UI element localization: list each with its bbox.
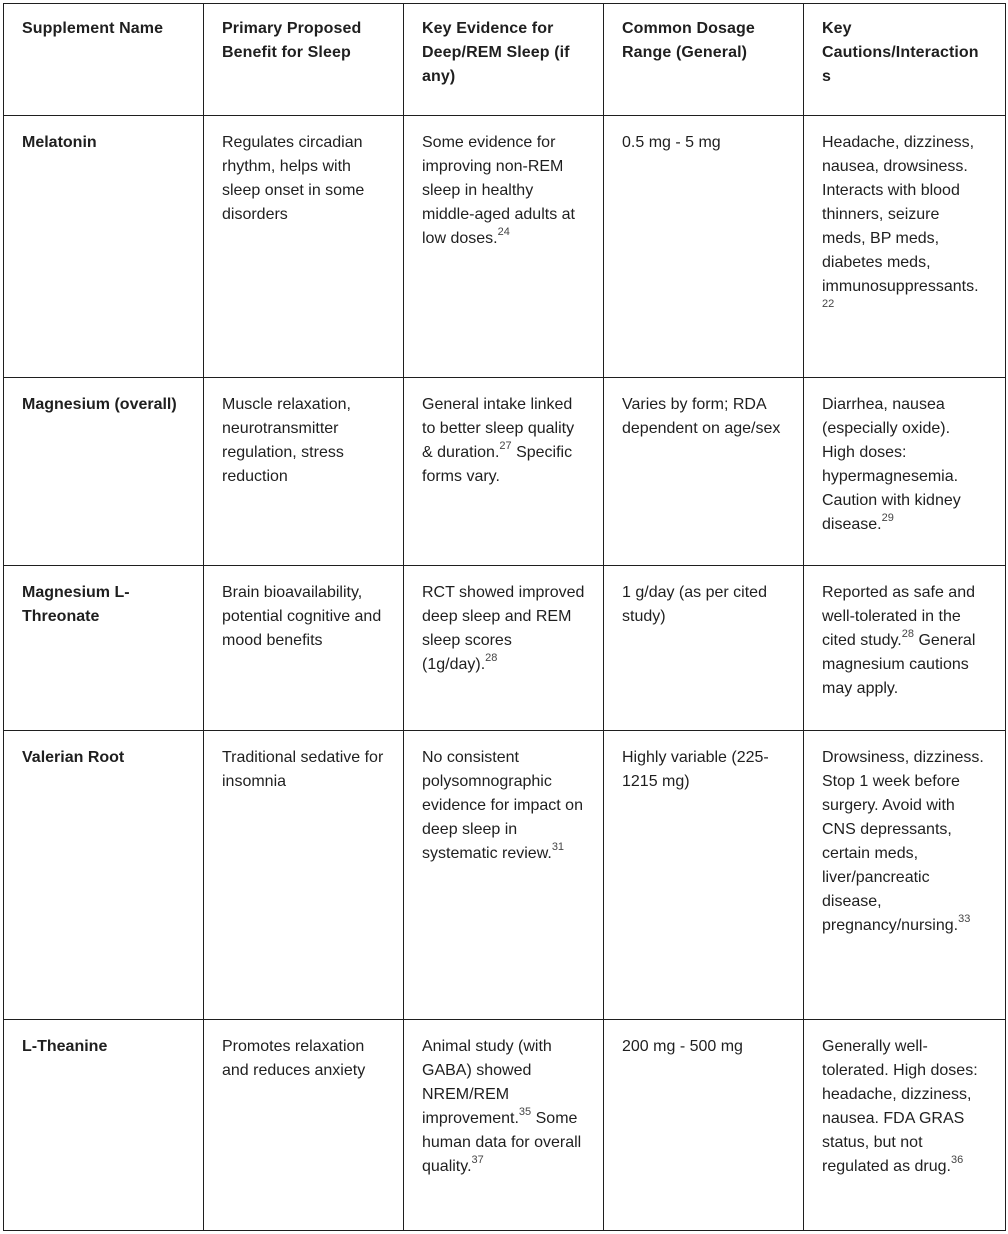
citation-ref: 29 (881, 511, 894, 524)
cautions-cell: Reported as safe and well-tolerated in the cited study.$^{28}$ General magnesium cautions may apply. (804, 566, 1006, 731)
citation-ref: 36 (950, 1153, 964, 1166)
citation-ref: 28 (485, 651, 498, 664)
evidence-cell: General intake linked to better sleep quality & duration.$^{27}$ Specific forms vary. (404, 378, 604, 566)
table-header-row (4, 4, 1006, 116)
benefit-cell: Traditional sedative for insomnia (204, 731, 404, 1020)
cautions-cell: Generally well-tolerated. High doses: headache, dizziness, nausea. FDA GRAS status, but not regulated as drug.$^{36}$ (804, 1020, 1006, 1231)
supplement-name-cell: Magnesium (overall) (4, 378, 204, 566)
citation-ref: 37 (471, 1153, 484, 1166)
dosage-cell: Varies by form; RDA dependent on age/sex (604, 378, 804, 566)
header-dosage-range: Common Dosage Range (General) (604, 4, 804, 116)
citation-ref: 27 (499, 439, 512, 452)
table-row (4, 378, 1006, 566)
supplement-name-cell: Valerian Root (4, 731, 204, 1020)
cautions-cell: Diarrhea, nausea (especially oxide). High doses: hypermagnesemia. Caution with kidney disease.$^{29}$ (804, 378, 1006, 566)
cautions-cell: Headache, dizziness, nausea, drowsiness. Interacts with blood thinners, seizure meds, BP meds, diabetes meds, immunosuppressants.$^{22}$ (804, 116, 1006, 378)
benefit-cell: Muscle relaxation, neurotransmitter regulation, stress reduction (204, 378, 404, 566)
citation-ref: 33 (958, 912, 971, 925)
table-row (4, 1020, 1006, 1231)
evidence-cell: No consistent polysomnographic evidence for impact on deep sleep in systematic review.$^{31}$ (404, 731, 604, 1020)
supplement-table-container (3, 3, 1006, 1231)
benefit-cell: Brain bioavailability, potential cognitive and mood benefits (204, 566, 404, 731)
table-row (4, 116, 1006, 378)
citation-ref: 28 (901, 627, 914, 640)
header-primary-benefit: Primary Proposed Benefit for Sleep (204, 4, 404, 116)
evidence-cell: RCT showed improved deep sleep and REM sleep scores (1g/day).$^{28}$ (404, 566, 604, 731)
table-row (4, 731, 1006, 1020)
citation-ref: 22 (822, 297, 835, 310)
benefit-cell: Promotes relaxation and reduces anxiety (204, 1020, 404, 1231)
evidence-cell: Some evidence for improving non-REM sleep in healthy middle-aged adults at low doses.$^{24}$ (404, 116, 604, 378)
evidence-cell: Animal study (with GABA) showed NREM/REM improvement.$^{35}$ Some human data for overall quality.$^{37}$ (404, 1020, 604, 1231)
benefit-cell: Regulates circadian rhythm, helps with sleep onset in some disorders (204, 116, 404, 378)
table-row (4, 566, 1006, 731)
supplement-name-cell: Magnesium L-Threonate (4, 566, 204, 731)
supplement-comparison-table (3, 3, 1006, 1231)
dosage-cell: Highly variable (225-1215 mg) (604, 731, 804, 1020)
dosage-cell: 200 mg - 500 mg (604, 1020, 804, 1231)
supplement-name-cell: Melatonin (4, 116, 204, 378)
citation-ref: 24 (497, 225, 510, 238)
header-key-evidence: Key Evidence for Deep/REM Sleep (if any) (404, 4, 604, 116)
cautions-cell: Drowsiness, dizziness. Stop 1 week before surgery. Avoid with CNS depressants, certain meds, liver/pancreatic disease, pregnancy/nursing.$^{33}$ (804, 731, 1006, 1020)
citation-ref: 35 (518, 1105, 532, 1118)
supplement-name-cell: L-Theanine (4, 1020, 204, 1231)
dosage-cell: 1 g/day (as per cited study) (604, 566, 804, 731)
citation-ref: 31 (551, 840, 565, 853)
dosage-cell: 0.5 mg - 5 mg (604, 116, 804, 378)
header-cautions: Key Cautions/Interactions (804, 4, 1006, 116)
header-supplement-name: Supplement Name (4, 4, 204, 116)
